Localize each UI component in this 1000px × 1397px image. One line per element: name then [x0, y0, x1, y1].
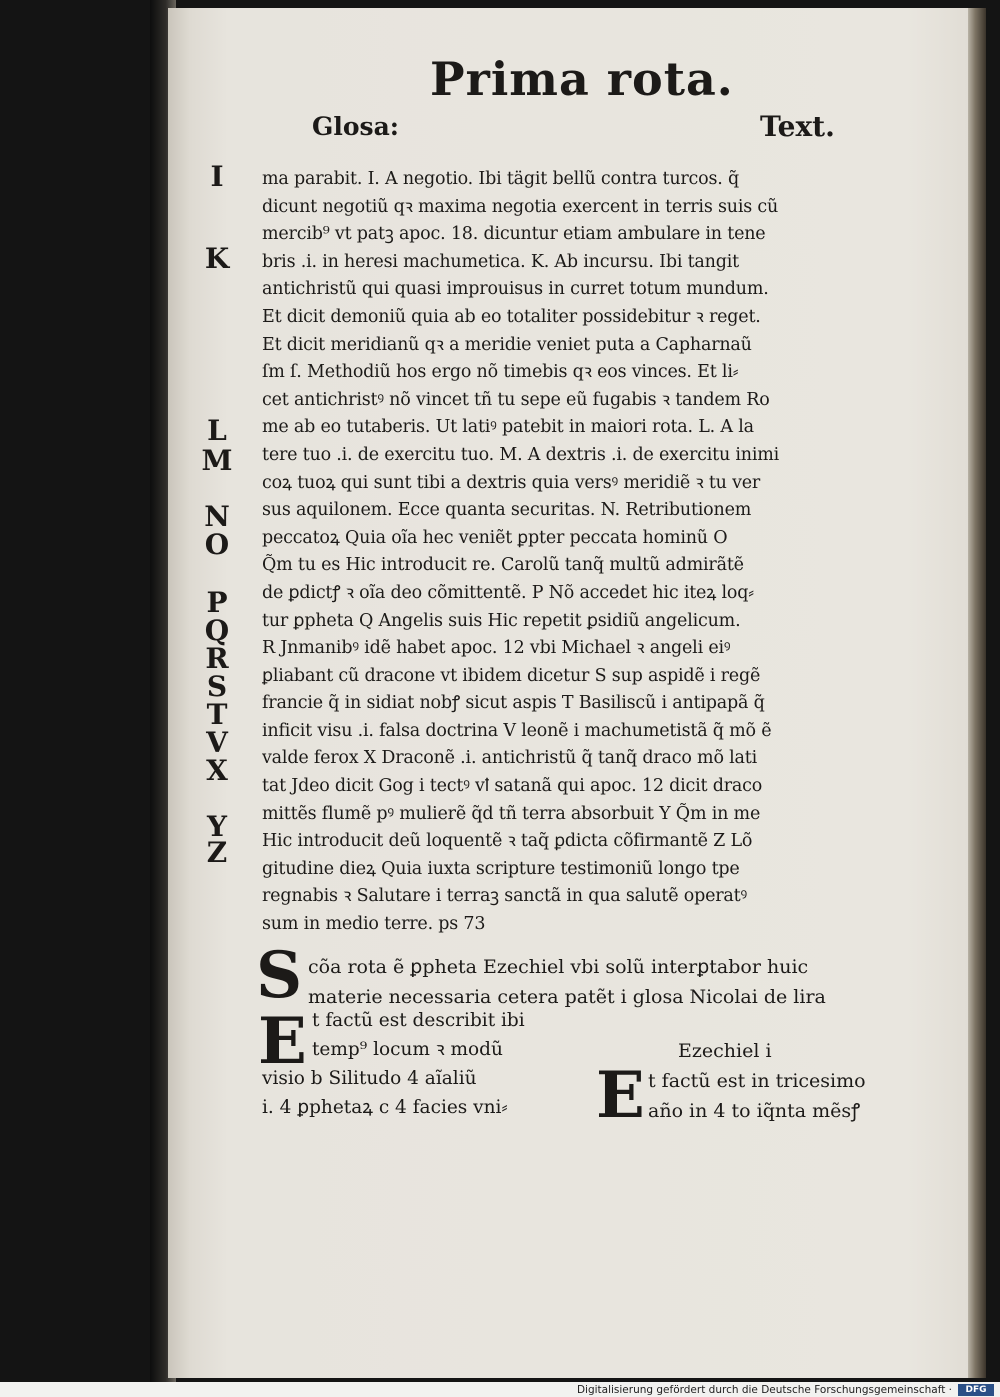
text-line: dicunt negotiũ qꝛ maxima negotia exercent in terris suis cũ: [262, 196, 779, 217]
text-line: R Jnmanibꝰ idẽ habet apoc. 12 vbi Michael ꝛ angeli eiꝰ: [262, 638, 731, 659]
margin-letter: K: [204, 242, 230, 275]
text-line: t factũ est in tricesimo: [648, 1070, 866, 1092]
text-line: materie necessaria cetera patẽt i glosa Nicolai de lira: [308, 986, 826, 1008]
margin-letter: O: [204, 528, 230, 561]
margin-letter: T: [206, 698, 228, 731]
glosa-heading: Glosa:: [312, 112, 400, 141]
margin-letter: L: [207, 414, 227, 447]
text-line: peccatoꝝ Quia oĩa hec veniẽt ꝑpter peccata hominũ O: [262, 527, 728, 548]
margin-letter: M: [201, 444, 233, 477]
text-line: Et dicit meridianũ qꝛ a meridie veniet puta a Capharnaũ: [262, 334, 752, 355]
text-line: visio b Silitudo 4 aĩaliũ: [262, 1068, 477, 1089]
page-title: Prima rota.: [430, 52, 734, 106]
text-line: ſm ſ. Methodiũ hos ergo nõ timebis qꝛ eos vinces. Et li⸗: [262, 362, 739, 383]
gloss-text-block: [262, 166, 910, 939]
left-column-dropcap: E: [258, 1004, 307, 1079]
second-section-text: [262, 952, 922, 1012]
margin-letter: R: [205, 642, 229, 675]
text-line: bris .i. in heresi machumetica. K. Ab incursu. Ibi tangit: [262, 251, 739, 272]
text-line: mercib⁹ vt patꝫ apoc. 18. dicuntur etiam ambulare in tene: [262, 224, 766, 245]
text-line: antichristũ qui quasi improuisus in curret totum mundum.: [262, 279, 769, 300]
margin-letter: P: [206, 586, 228, 619]
text-line: valde ferox X Draconẽ .i. antichristũ q̃ tanq̃ draco mõ lati: [262, 748, 758, 769]
margin-letter: Q: [204, 614, 230, 647]
right-column-text: [600, 1036, 920, 1126]
text-line: gitudine dieꝝ Quia iuxta scripture testimoniũ longo tpe: [262, 858, 740, 879]
page-edge: [968, 8, 986, 1378]
margin-letter: X: [206, 754, 228, 787]
footer-bar: [0, 1383, 1000, 1397]
text-line: tat Jdeo dicit Gog i tectꝰ vꝉ satanã qui apoc. 12 dicit draco: [262, 776, 763, 797]
text-heading: Text.: [760, 110, 835, 143]
text-line: regnabis ꝛ Salutare i terraꝫ sanctã in qua salutẽ operatꝰ: [262, 886, 747, 907]
text-line: Q̃m tu es Hic introducit re. Carolũ tanq̃ multũ admirãtẽ: [262, 555, 744, 576]
funding-credit: Digitalisierung gefördert durch die Deutsche Forschungsgemeinschaft ·: [576, 1384, 952, 1396]
column-heading: Ezechiel i: [678, 1040, 772, 1062]
margin-letter-column: [192, 160, 252, 869]
text-line: t factũ est describit ibi: [312, 1010, 525, 1031]
margin-letter: Y: [207, 810, 227, 843]
right-column-dropcap: E: [596, 1058, 645, 1133]
text-line: francie q̃ in sidiat nobꝭ sicut aspis T Basiliscũ i antipapã q̃: [262, 693, 765, 714]
text-line: Hic introducit deũ loquentẽ ꝛ taq̃ ꝑdicta cõfirmantẽ Z Lõ: [262, 831, 753, 852]
text-line: ꝑliabant cũ dracone vt ibidem dicetur S sup aspidẽ i regẽ: [262, 665, 761, 686]
text-line: año in 4 to iq̃nta mẽsꝭ: [648, 1100, 861, 1122]
margin-letter: V: [206, 726, 228, 759]
text-line: de ꝑdictꝭ ꝛ oĩa deo cõmittentẽ. P Nõ accedet hic iteꝝ loq⸗: [262, 582, 754, 603]
left-column-text: [262, 1006, 592, 1122]
dfg-logo: DFG: [958, 1384, 994, 1396]
text-line: cõa rota ẽ ꝑpheta Ezechiel vbi solũ interꝑtabor huic: [308, 956, 809, 978]
margin-letter: Z: [206, 836, 228, 869]
section-dropcap: S: [256, 938, 303, 1013]
text-line: mittẽs flumẽ pꝰ mulierẽ q̃d tñ terra absorbuit Y Q̃m in me: [262, 803, 761, 824]
text-line: Et dicit demoniũ quia ab eo totaliter possidebitur ꝛ reget.: [262, 306, 761, 327]
text-line: temp⁹ locum ꝛ modũ: [312, 1039, 503, 1060]
text-line: cet antichristꝰ nõ vincet tñ tu sepe eũ fugabis ꝛ tandem Ro: [262, 389, 770, 410]
text-line: ma parabit. I. A negotio. Ibi tägit bellũ contra turcos. q̃: [262, 169, 740, 189]
text-line: sus aquilonem. Ecce quanta securitas. N. Retributionem: [262, 500, 752, 521]
margin-letter: N: [204, 500, 230, 533]
text-line: tere tuo .i. de exercitu tuo. M. A dextris .i. de exercitu inimi: [262, 444, 780, 465]
text-line: me ab eo tutaberis. Ut latiꝰ patebit in maiori rota. L. A la: [262, 417, 754, 438]
margin-letter: S: [206, 670, 228, 703]
text-line: sum in medio terre. ps 73: [262, 914, 486, 935]
margin-letter: I: [210, 160, 224, 193]
text-line: inficit visu .i. falsa doctrina V leonẽ i machumetistã q̃ mõ ẽ: [262, 720, 772, 741]
text-line: coꝝ tuoꝝ qui sunt tibi a dextris quia versꝰ meridiẽ ꝛ tu ver: [262, 472, 761, 493]
text-line: tur ꝑpheta Q Angelis suis Hic repetit ꝑsidiũ angelicum.: [262, 610, 741, 631]
text-line: i. 4 ꝑphetaꝝ c 4 facies vni⸗: [262, 1097, 508, 1118]
